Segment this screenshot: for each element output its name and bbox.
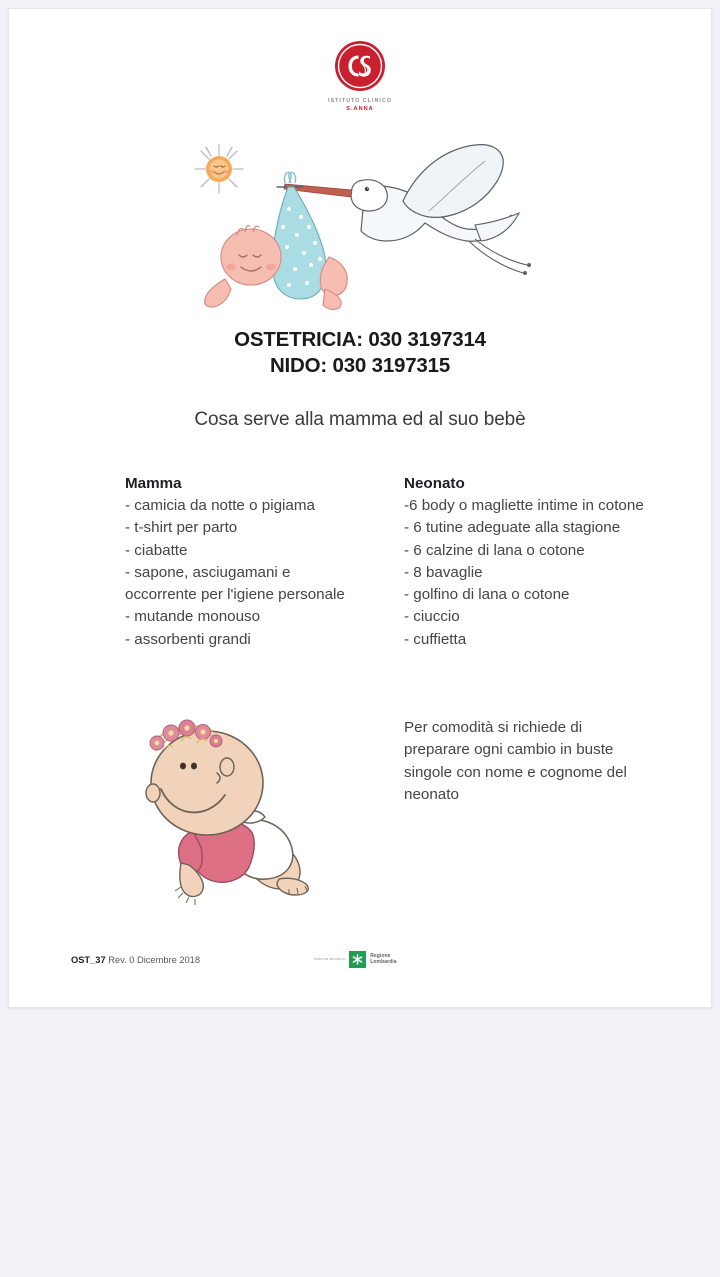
clinic-logo-caption-primary: ISTITUTO CLINICO [328,98,392,104]
partner-logo-subtitle: sistema sanitario [314,956,346,961]
list-item: - 6 calzine di lana o cotone [404,541,585,559]
list-item: - mutande monouso [125,608,261,626]
list-item: -6 body o magliette intime in cotone [404,497,644,514]
contact-numbers [9,327,711,379]
stork-illustration [189,139,549,311]
list-item: - ciuccio [404,608,460,626]
regione-lombardia-logo [314,946,434,972]
page-subtitle: Cosa serve alla mamma ed al suo bebè [194,409,526,430]
ostetricia-phone: OSTETRICIA: 030 3197314 [234,328,486,351]
document-sheet [8,8,712,1008]
clinic-logo-block [9,39,711,112]
neonato-column [404,473,649,651]
neonato-heading: Neonato [404,475,465,492]
mamma-list [125,495,365,651]
list-item: - t-shirt per parto [125,519,238,537]
list-item: - sapone, asciugamani e occorrente per l'igiene personale [125,563,345,604]
smiling-sun-icon [195,145,243,193]
list-item: - assorbenti grandi [125,630,251,648]
document-code-id: OST_37 [71,955,106,965]
list-item: - 6 tutine adeguate alla stagione [404,519,621,537]
list-item: - cuffietta [404,630,467,648]
document-code [71,955,200,965]
regione-lombardia-rose-icon [349,951,366,968]
list-item: - golfino di lana o cotone [404,586,570,604]
partner-logo-name [370,953,396,965]
partner-name-line1: Regione [370,952,391,959]
mamma-heading: Mamma [125,475,182,492]
mamma-column [125,473,365,651]
neonato-list [404,495,649,651]
partner-name-line2: Lombardia [370,959,397,965]
nido-phone: NIDO: 030 3197315 [269,354,451,377]
clinic-logo-caption-secondary: S.ANNA [346,106,374,112]
document-revision: Rev. 0 Dicembre 2018 [108,955,201,965]
preparation-note: Per comodità si richiede di preparare ogni cambio in buste singole con nome e cognome del neonato [404,719,627,803]
gsd-circular-logo-icon [333,39,387,93]
list-item: - 8 bavaglie [404,563,483,581]
list-item: - ciabatte [125,541,188,559]
crawling-baby-illustration [131,711,336,909]
list-item: - camicia da notte o pigiama [125,497,315,514]
